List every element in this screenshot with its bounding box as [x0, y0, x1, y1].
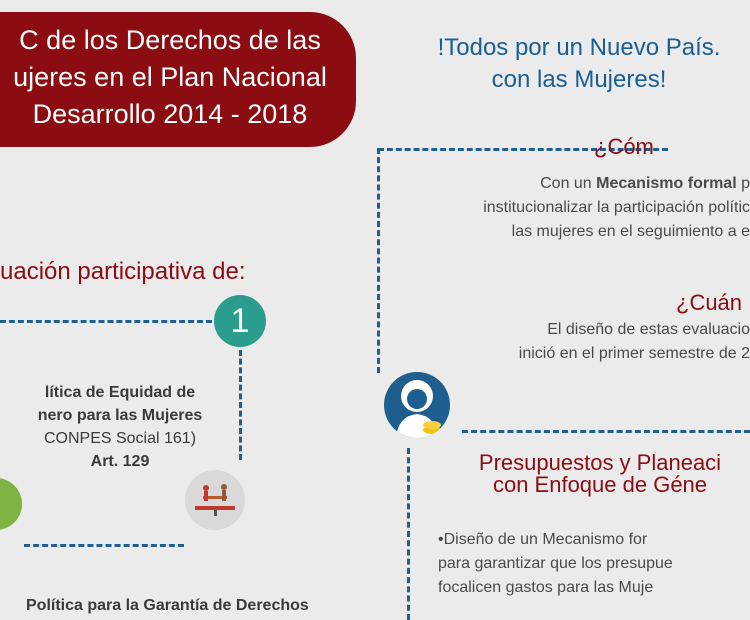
- policy-garantia: Política para la Garantía de Derechos: [26, 597, 309, 614]
- woman-coins-icon: [384, 372, 450, 438]
- como-line-1c: p: [741, 175, 750, 192]
- divider-dashed: [0, 320, 212, 323]
- cuando-line-2: inició en el primer semestre de 2: [518, 345, 750, 362]
- divider-dashed: [24, 544, 184, 547]
- cuando-line-1: El diseño de estas evaluacio: [547, 321, 750, 338]
- divider-dashed: [407, 448, 410, 620]
- presup-title-line-1: Presupuestos y Planeaci: [478, 450, 722, 475]
- number-badge: 1: [214, 295, 266, 347]
- title-line-1: C de los Derechos de las: [19, 25, 321, 55]
- question-como: ¿Cóm: [594, 134, 654, 159]
- policy1-line2: nero para las Mujeres: [37, 407, 203, 424]
- policy1-line4: Art. 129: [90, 453, 150, 470]
- policy1-line1: lítica de Equidad de: [44, 384, 196, 401]
- presup-line-3: focalicen gastos para las Muje: [438, 579, 654, 596]
- como-line-1a: Con un: [540, 175, 592, 192]
- cuando-text: [400, 318, 750, 366]
- como-line-2: institucionalizar la participación polític: [483, 199, 750, 216]
- evaluation-heading: uación participativa de:: [0, 258, 246, 285]
- como-line-3: las mujeres en el seguimiento a e: [511, 223, 750, 240]
- divider-dashed: [462, 430, 750, 433]
- page-title: [0, 22, 340, 133]
- policy-equidad: [0, 381, 240, 473]
- question-cuando: ¿Cuán: [676, 290, 743, 315]
- como-line-1b: Mecanismo formal: [596, 175, 737, 192]
- presup-line-1: •Diseño de un Mecanismo for: [438, 531, 648, 548]
- presupuestos-text: [438, 528, 750, 600]
- policy1-line3: CONPES Social 161): [43, 430, 197, 447]
- balance-scale-icon: [185, 470, 245, 530]
- presup-title-line-2: con Enfoque de Géne: [492, 472, 708, 497]
- presupuestos-title: [450, 452, 750, 496]
- slogan-line-1: !Todos por un Nuevo País.: [437, 34, 721, 61]
- presup-line-2: para garantizar que los presupue: [438, 555, 673, 572]
- como-text: [380, 172, 750, 244]
- title-line-3: Desarrollo 2014 - 2018: [32, 99, 308, 129]
- slogan: [408, 32, 750, 96]
- title-line-2: ujeres en el Plan Nacional: [13, 62, 327, 92]
- number-badge-2: [0, 478, 22, 530]
- slogan-line-2: con las Mujeres!: [491, 66, 667, 93]
